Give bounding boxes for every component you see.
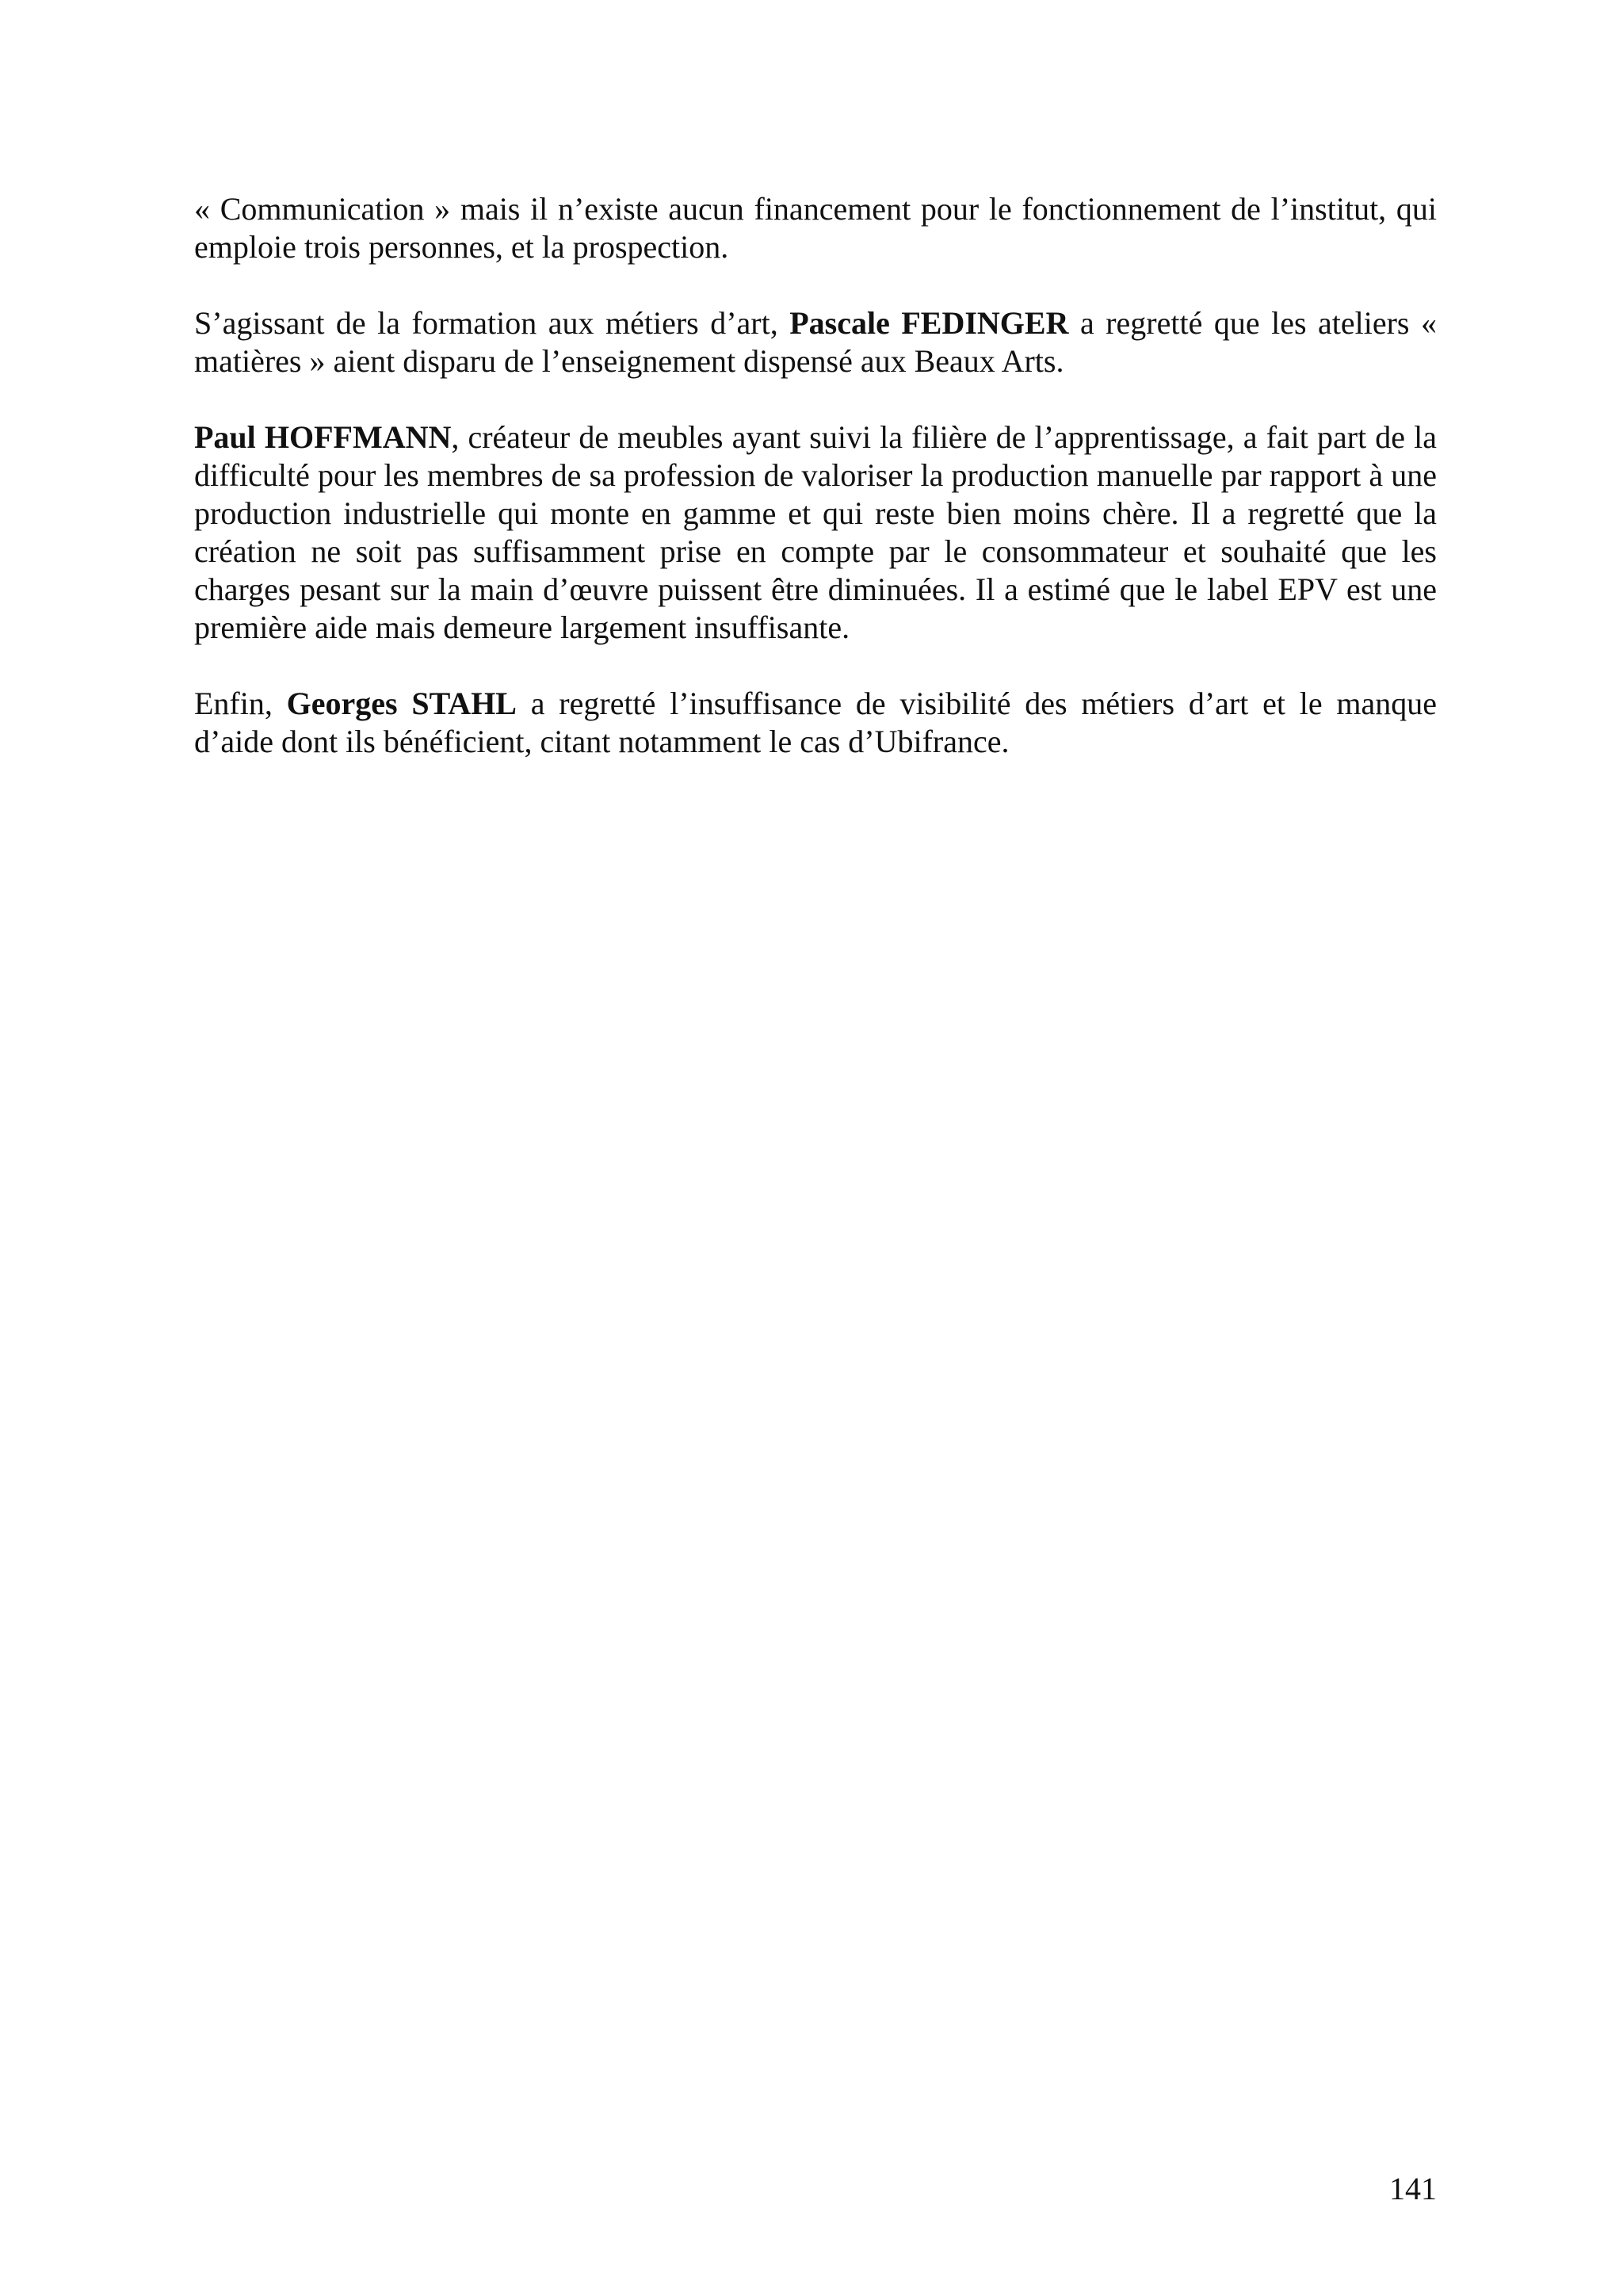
paragraph-2-lead: S’agissant de la formation aux métiers d’art,: [194, 305, 790, 341]
paragraph-2: [194, 304, 1437, 380]
paragraph-3-text: , créateur de meubles ayant suivi la filière de l’apprentissage, a fait part de la difficulté pour les membres de sa profession de valoriser la production manuelle par rapport à une production industrielle qui monte en gamme et qui reste bien moins chère. Il a regretté que la création ne soit pas suffisamment prise en compte par le consommateur et souhaité que les charges pesant sur la main d’œuvre puissent être diminuées. Il a estimé que le label EPV est une première aide mais demeure largement insuffisante.: [194, 419, 1437, 645]
person-name-pascale-fedinger: Pascale FEDINGER: [789, 305, 1069, 341]
paragraph-3: [194, 418, 1437, 647]
paragraph-4: [194, 685, 1437, 761]
body-text: [194, 190, 1437, 799]
paragraph-1-text: « Communication » mais il n’existe aucun financement pour le fonctionnement de l’institut, qui emploie trois personnes, et la prospection.: [194, 191, 1437, 265]
page-number: 141: [1389, 2171, 1437, 2206]
person-name-paul-hoffmann: Paul HOFFMANN: [194, 419, 452, 455]
person-name-georges-stahl: Georges STAHL: [286, 686, 517, 721]
paragraph-4-text: a regretté l’insuffisance de visibilité des métiers d’art et le manque d’aide dont ils bénéficient, citant notamment le cas d’Ubifrance.: [194, 686, 1438, 759]
paragraph-1: [194, 190, 1437, 266]
paragraph-4-lead: Enfin,: [194, 686, 287, 721]
paragraph-2-text: a regretté que les ateliers « matières » aient disparu de l’enseignement dispensé aux Beaux Arts.: [194, 305, 1437, 379]
